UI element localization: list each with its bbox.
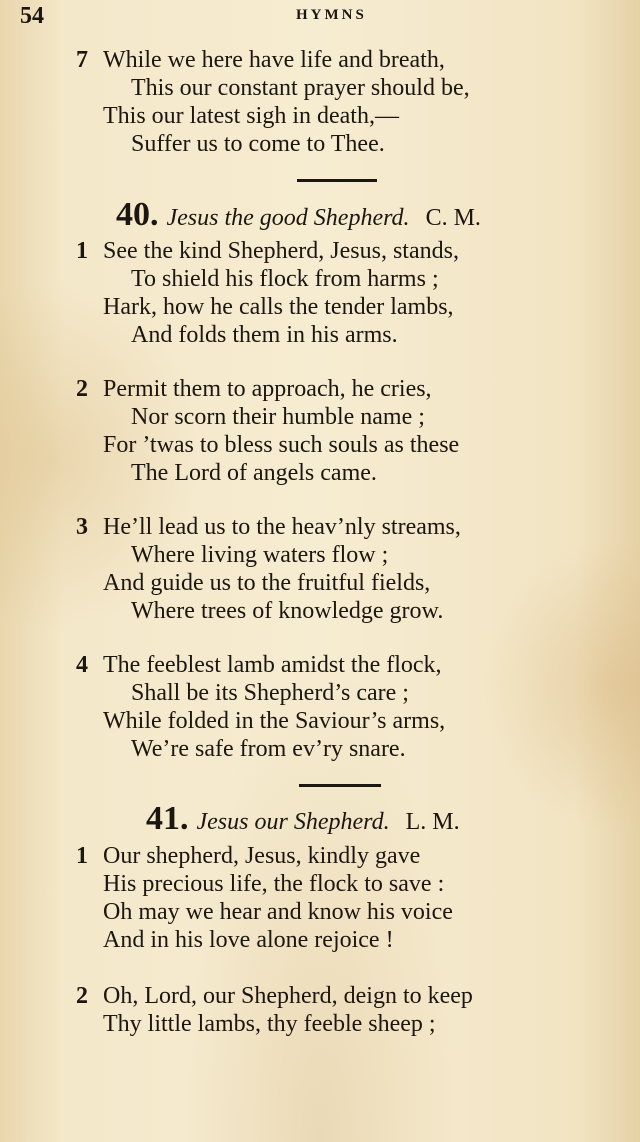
- verse-line: The Lord of angels came.: [131, 460, 377, 486]
- verse-number: 3: [76, 514, 88, 540]
- verse-number: 7: [76, 47, 88, 73]
- verse-line: Thy little lambs, thy feeble sheep ;: [103, 1011, 436, 1037]
- verse-line: For ’twas to bless such souls as these: [103, 432, 460, 458]
- verse-line: To shield his flock from harms ;: [131, 266, 439, 292]
- verse-number: 1: [76, 238, 88, 264]
- verse-line: Suffer us to come to Thee.: [131, 131, 385, 157]
- verse-line: While folded in the Saviour’s arms,: [103, 708, 446, 734]
- verse-line: Shall be its Shepherd’s care ;: [131, 680, 409, 706]
- verse-line: Oh, Lord, our Shepherd, deign to keep: [103, 983, 473, 1009]
- hymn-title: Jesus our Shepherd.: [196, 809, 390, 835]
- hymn-meter: C. M.: [425, 205, 481, 231]
- verse-line: Permit them to approach, he cries,: [103, 376, 432, 402]
- verse-line: While we here have life and breath,: [103, 47, 445, 73]
- section-divider: [299, 784, 381, 787]
- hymn-heading: [146, 800, 460, 838]
- verse-line: And in his love alone rejoice !: [103, 927, 394, 953]
- verse-line: Where living waters flow ;: [131, 542, 389, 568]
- verse-line: Our shepherd, Jesus, kindly gave: [103, 843, 421, 869]
- hymn-heading: [116, 196, 481, 234]
- page-number: 54: [20, 3, 44, 29]
- verse-line: Oh may we hear and know his voice: [103, 899, 453, 925]
- verse-line: And guide us to the fruitful fields,: [103, 570, 431, 596]
- verse-number: 4: [76, 652, 88, 678]
- verse-line: Where trees of knowledge grow.: [131, 598, 444, 624]
- section-divider: [297, 179, 377, 182]
- verse-line: Hark, how he calls the tender lambs,: [103, 294, 454, 320]
- verse-number: 2: [76, 376, 88, 402]
- verse-line: Nor scorn their humble name ;: [131, 404, 425, 430]
- verse-line: We’re safe from ev’ry snare.: [131, 736, 406, 762]
- verse-line: His precious life, the flock to save :: [103, 871, 445, 897]
- verse-number: 1: [76, 843, 88, 869]
- verse-line: This our latest sigh in death,—: [103, 103, 399, 129]
- verse-line: This our constant prayer should be,: [131, 75, 470, 101]
- running-head: HYMNS: [296, 7, 367, 23]
- hymn-title: Jesus the good Shepherd.: [166, 205, 410, 231]
- verse-number: 2: [76, 983, 88, 1009]
- verse-line: See the kind Shepherd, Jesus, stands,: [103, 238, 459, 264]
- verse-line: And folds them in his arms.: [131, 322, 398, 348]
- verse-line: The feeblest lamb amidst the flock,: [103, 652, 442, 678]
- hymn-number: 40.: [116, 196, 159, 233]
- verse-line: He’ll lead us to the heav’nly streams,: [103, 514, 461, 540]
- hymn-number: 41.: [146, 800, 189, 837]
- hymn-meter: L. M.: [405, 809, 460, 835]
